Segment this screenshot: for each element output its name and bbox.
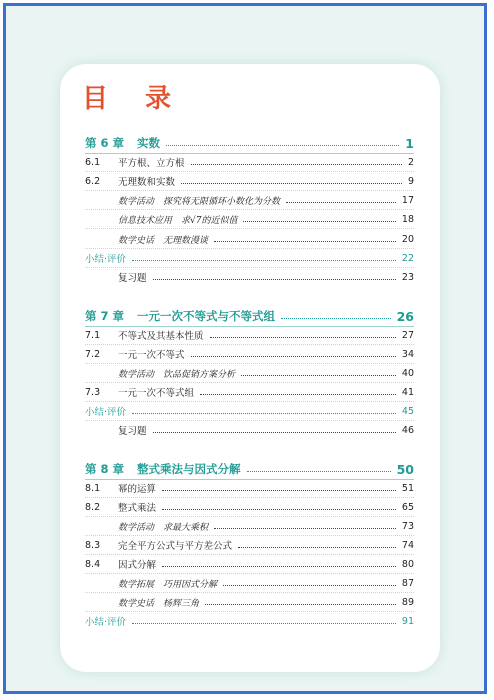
- page-number: 80: [401, 558, 414, 570]
- leader-dots: [281, 318, 391, 319]
- entry-number: 8.1: [85, 482, 101, 494]
- row-divider: [85, 401, 414, 402]
- entry-title: 整式乘法: [118, 503, 157, 514]
- page-number: 40: [401, 367, 414, 379]
- page-number: 22: [401, 252, 414, 264]
- row-divider: [85, 171, 414, 172]
- toc-entry: [85, 613, 414, 629]
- leader-dots: [162, 566, 396, 567]
- entry-number: 8.3: [85, 539, 101, 551]
- entry-number: 第 6 章: [85, 136, 125, 150]
- entry-title: 数学活动 饮品促销方案分析: [118, 369, 236, 380]
- entry-number: 8.2: [85, 501, 101, 513]
- entry-title: 小结·评价: [85, 407, 127, 418]
- entry-number: 7.1: [85, 329, 101, 341]
- entry-title: 完全平方公式与平方差公式: [118, 541, 233, 552]
- leader-dots: [132, 413, 396, 414]
- entry-number: 第 7 章: [85, 309, 125, 323]
- page-number: 27: [401, 329, 414, 341]
- page-number: 26: [396, 308, 414, 324]
- page-number: 89: [401, 596, 414, 608]
- page-number: 18: [401, 213, 414, 225]
- page-number: 65: [401, 501, 414, 513]
- entry-number: 7.2: [85, 348, 101, 360]
- toc-entry: [85, 499, 414, 515]
- page-number: 9: [407, 175, 414, 187]
- row-divider: [85, 592, 414, 593]
- row-divider: [85, 535, 414, 536]
- toc-entry: [85, 556, 414, 572]
- page-number: 74: [401, 539, 414, 551]
- entry-title: 一元一次不等式: [118, 350, 185, 361]
- entry-number: 8.4: [85, 558, 101, 570]
- leader-dots: [205, 604, 396, 605]
- entry-title: 复习题: [118, 426, 147, 437]
- page-number: 20: [401, 233, 414, 245]
- entry-number: 6.2: [85, 175, 101, 187]
- leader-dots: [162, 490, 396, 491]
- leader-dots: [191, 356, 396, 357]
- toc-entry: [85, 480, 414, 496]
- page-number: 2: [407, 156, 414, 168]
- row-divider: [85, 420, 414, 421]
- entry-title: 数学活动 探究将无限循环小数化为分数: [118, 196, 281, 207]
- leader-dots: [132, 623, 396, 624]
- row-divider: [85, 382, 414, 383]
- row-divider: [85, 573, 414, 574]
- row-divider: [85, 554, 414, 555]
- page-number: 50: [396, 461, 414, 477]
- toc-entry: [85, 346, 414, 362]
- row-divider: [85, 228, 414, 229]
- toc-entry: [85, 537, 414, 553]
- row-divider: [85, 344, 414, 345]
- leader-dots: [191, 164, 402, 165]
- leader-dots: [162, 509, 396, 510]
- entry-title: 平方根、立方根: [118, 158, 185, 169]
- toc-entry: [85, 231, 414, 247]
- leader-dots: [223, 585, 396, 586]
- toc-entry: [85, 384, 414, 400]
- leader-dots: [214, 241, 396, 242]
- entry-title: 复习题: [118, 273, 147, 284]
- toc-entry: [85, 250, 414, 266]
- toc-entry: [85, 403, 414, 419]
- page-number: 91: [401, 615, 414, 627]
- leader-dots: [132, 260, 396, 261]
- toc-entry: [85, 594, 414, 610]
- page-number: 46: [401, 424, 414, 436]
- entry-title: 数学拓展 巧用因式分解: [118, 579, 218, 590]
- row-divider: [85, 190, 414, 191]
- entry-title: 数学史话 无理数漫谈: [118, 235, 209, 246]
- row-divider: [85, 497, 414, 498]
- toc-entry: [85, 173, 414, 189]
- toc-entry: [85, 327, 414, 343]
- page-number: 41: [401, 386, 414, 398]
- leader-dots: [181, 183, 402, 184]
- chapter-entry: [85, 460, 414, 478]
- toc-entry: [85, 518, 414, 534]
- toc-entry: [85, 211, 414, 227]
- leader-dots: [210, 337, 396, 338]
- entry-number: 第 8 章: [85, 462, 125, 476]
- row-divider: [85, 267, 414, 268]
- page-number: 87: [401, 577, 414, 589]
- entry-title: 无理数和实数: [118, 177, 176, 188]
- entry-title: 数学活动 求最大乘积: [118, 522, 209, 533]
- row-divider: [85, 248, 414, 249]
- entry-number: 6.1: [85, 156, 101, 168]
- toc-entry: [85, 269, 414, 285]
- leader-dots: [153, 279, 396, 280]
- page-number: 73: [401, 520, 414, 532]
- toc-entry: [85, 192, 414, 208]
- row-divider: [85, 363, 414, 364]
- entry-title: 数学史话 杨辉三角: [118, 598, 200, 609]
- leader-dots: [200, 394, 396, 395]
- page-number: 1: [405, 135, 414, 151]
- entry-title: 小结·评价: [85, 254, 127, 265]
- page-number: 51: [401, 482, 414, 494]
- entry-title: 一元一次不等式组: [118, 388, 195, 399]
- entry-title: 不等式及其基本性质: [118, 331, 204, 342]
- row-divider: [85, 209, 414, 210]
- entry-title: 小结·评价: [85, 617, 127, 628]
- entry-number: 7.3: [85, 386, 101, 398]
- leader-dots: [214, 528, 396, 529]
- page-title: 目 录: [82, 84, 186, 114]
- entry-title: 幂的运算: [118, 484, 157, 495]
- leader-dots: [241, 375, 396, 376]
- page-number: 17: [401, 194, 414, 206]
- leader-dots: [153, 432, 396, 433]
- toc-entry: [85, 422, 414, 438]
- page-number: 34: [401, 348, 414, 360]
- entry-title: 因式分解: [118, 560, 157, 571]
- leader-dots: [166, 145, 399, 146]
- leader-dots: [243, 221, 395, 222]
- toc-entry: [85, 575, 414, 591]
- page-number: 23: [401, 271, 414, 283]
- leader-dots: [238, 547, 396, 548]
- leader-dots: [247, 471, 391, 472]
- toc-entry: [85, 365, 414, 381]
- chapter-entry: [85, 307, 414, 325]
- entry-title: 信息技术应用 求√7的近似值: [118, 215, 238, 226]
- chapter-entry: [85, 134, 414, 152]
- row-divider: [85, 611, 414, 612]
- toc-entry: [85, 154, 414, 170]
- page-number: 45: [401, 405, 414, 417]
- leader-dots: [286, 202, 396, 203]
- entry-title: 实数: [137, 136, 160, 150]
- entry-title: 整式乘法与因式分解: [137, 462, 241, 476]
- entry-title: 一元一次不等式与不等式组: [137, 309, 275, 323]
- row-divider: [85, 516, 414, 517]
